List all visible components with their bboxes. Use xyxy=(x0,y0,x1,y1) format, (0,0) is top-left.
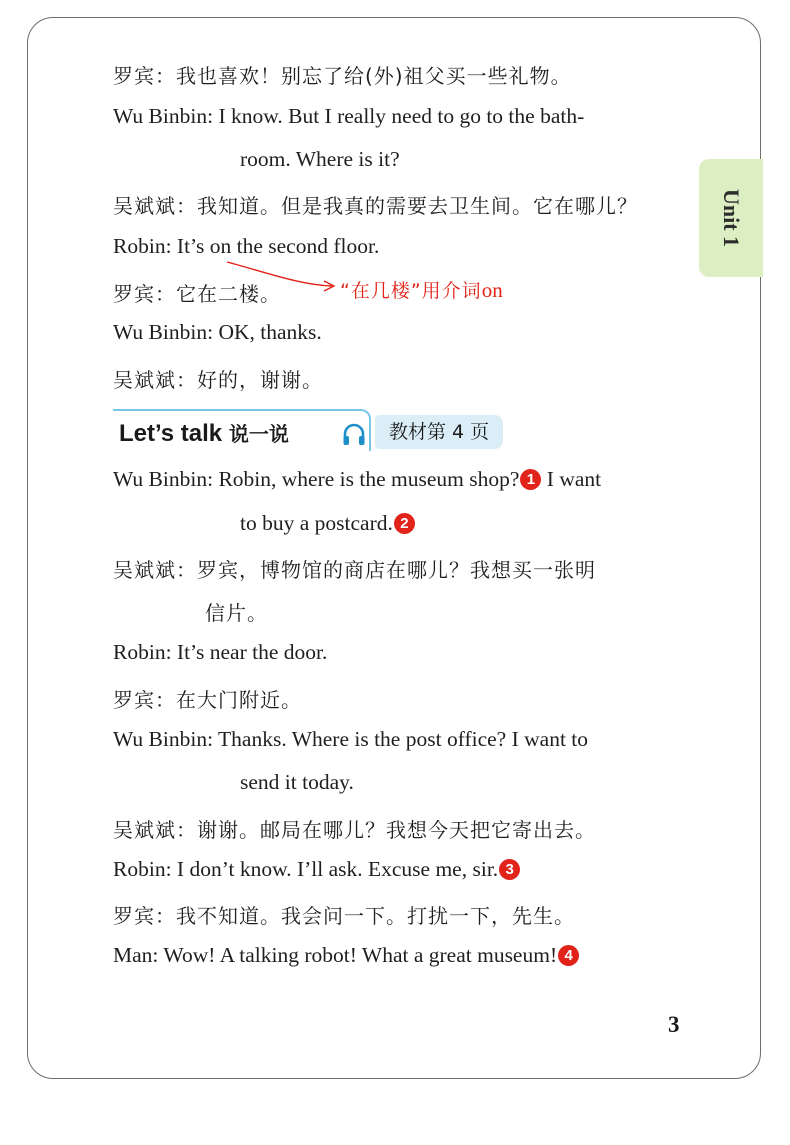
note-marker: 1 xyxy=(520,469,541,490)
note-marker: 4 xyxy=(558,945,579,966)
dialogue-line-robin-en xyxy=(113,857,520,882)
section-heading xyxy=(113,409,513,453)
line-text: Man: Wow! A talking robot! What a great museum! xyxy=(113,943,558,967)
dialogue-line-robin-cn: 罗宾：在大门附近。 xyxy=(113,688,302,712)
dialogue-line-wubinbin-cn: 吴斌斌：罗宾，博物馆的商店在哪儿？我想买一张明 xyxy=(113,558,596,582)
line-text-tail: I want xyxy=(541,467,602,491)
dialogue-line-continuation xyxy=(240,511,415,536)
dialogue-line-wubinbin-en: Wu Binbin: I know. But I really need to go to the bath- xyxy=(113,104,585,128)
note-marker: 2 xyxy=(394,513,415,534)
dialogue-line-wubinbin-cn: 吴斌斌：我知道。但是我真的需要去卫生间。它在哪儿？ xyxy=(113,194,638,218)
dialogue-line-man-en xyxy=(113,943,579,968)
grammar-note xyxy=(340,276,503,303)
line-text: Robin: I don’t know. I’ll ask. Excuse me, sir. xyxy=(113,857,499,881)
section-title xyxy=(119,418,289,448)
unit-tab-label: Unit 1 xyxy=(719,188,744,248)
dialogue-line-robin-cn: 罗宾：我不知道。我会问一下。打扰一下，先生。 xyxy=(113,904,575,928)
dialogue-line-robin-en: Robin: It’s on the second floor. xyxy=(113,234,380,258)
grammar-note-cn: “在几楼”用介词 xyxy=(340,280,482,302)
textbook-page-ref: 教材第 4 页 xyxy=(375,415,503,449)
line-text: Wu Binbin: Robin, where is the museum shop? xyxy=(113,467,520,491)
unit-tab xyxy=(699,159,763,277)
dialogue-line-wubinbin-cn: 吴斌斌：好的，谢谢。 xyxy=(113,368,323,392)
note-marker: 3 xyxy=(499,859,520,880)
dialogue-line-wubinbin-cn: 吴斌斌：谢谢。邮局在哪儿？我想今天把它寄出去。 xyxy=(113,818,596,842)
dialogue-line-continuation: send it today. xyxy=(240,770,354,794)
dialogue-line-robin-cn: 罗宾：我也喜欢！别忘了给(外)祖父买一些礼物。 xyxy=(113,64,572,88)
dialogue-line-wubinbin-en: Wu Binbin: Thanks. Where is the post office? I want to xyxy=(113,727,589,751)
dialogue-line-robin-cn: 罗宾：它在二楼。 xyxy=(113,282,281,306)
dialogue-line-continuation: room. Where is it? xyxy=(240,147,400,171)
page-number: 3 xyxy=(668,1012,680,1037)
section-title-en: Let’s talk xyxy=(119,420,223,447)
line-text: to buy a postcard. xyxy=(240,511,393,535)
headphones-icon[interactable] xyxy=(341,422,367,448)
grammar-note-en: on xyxy=(481,278,503,302)
dialogue-line-continuation: 信片。 xyxy=(205,601,268,625)
dialogue-line-robin-en: Robin: It’s near the door. xyxy=(113,640,328,664)
dialogue-line-wubinbin-en: Wu Binbin: OK, thanks. xyxy=(113,320,322,344)
section-title-cn: 说一说 xyxy=(228,422,289,446)
dialogue-line-wubinbin-en xyxy=(113,467,601,492)
